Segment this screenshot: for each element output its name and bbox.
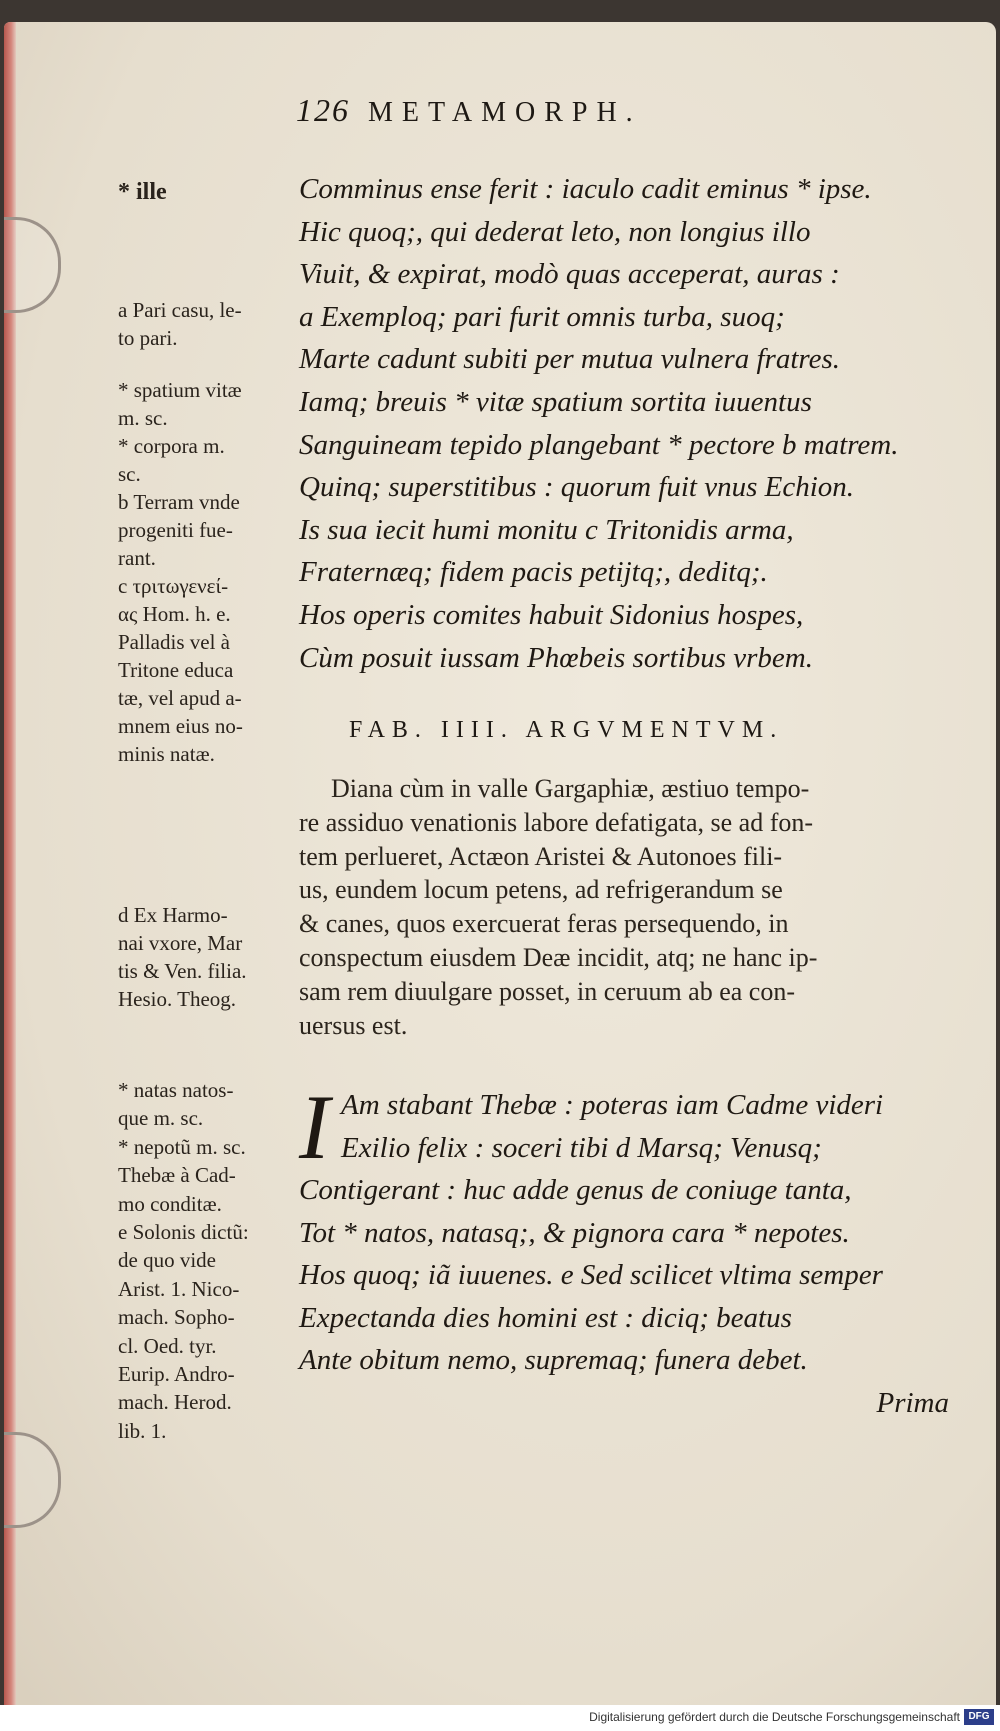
margin-note-line: sc. <box>118 462 141 486</box>
margin-note-line: tæ, vel apud a- <box>118 686 242 710</box>
margin-note-line: m. sc. <box>118 406 168 430</box>
verse-line: Sanguineam tepido plangebant * pectore b matrem. <box>299 428 899 461</box>
verse-line: Fraternæq; fidem pacis petijtq;, deditq;. <box>299 556 768 589</box>
verse-line: Hos quoq; iã iuuenes. e Sed scilicet vltima semper <box>299 1259 883 1291</box>
margin-note-line: ας Hom. h. e. <box>118 602 231 626</box>
argument-line: & canes, quos exercuerat feras persequendo, in <box>299 909 789 939</box>
margin-note-group <box>118 178 167 206</box>
margin-note-line: Arist. 1. Nico- <box>118 1276 240 1301</box>
verse-block-first <box>299 168 899 679</box>
verse-line: Marte cadunt subiti per mutua vulnera fratres. <box>299 343 841 376</box>
margin-note-line: e Solonis dictũ: <box>118 1219 249 1244</box>
margin-note-line: * corpora m. <box>118 434 225 458</box>
argument-paragraph <box>299 772 817 1042</box>
page-clip-top <box>4 217 61 313</box>
margin-note-line: progeniti fue- <box>118 518 233 542</box>
verse-line: Hos operis comites habuit Sidonius hospes, <box>299 598 804 631</box>
margin-note-line: nai vxore, Mar <box>118 931 243 955</box>
verse-line: Hic quoq;, qui dederat leto, non longius illo <box>299 215 811 248</box>
verse-block-second <box>299 1076 949 1424</box>
margin-note-line: mach. Sopho- <box>118 1305 235 1330</box>
argument-line: uersus est. <box>299 1010 408 1040</box>
argument-line: conspectum eiusdem Deæ incidit, atq; ne hanc ip- <box>299 942 818 972</box>
book-page <box>4 22 996 1705</box>
verse-line: Quinq; superstitibus : quorum fuit vnus Echion. <box>299 471 855 504</box>
margin-note-line: Eurip. Andro- <box>118 1361 235 1386</box>
verse-line: Am stabant Thebæ : poteras iam Cadme videri <box>341 1089 884 1121</box>
margin-note-line: * ille <box>118 179 167 205</box>
argument-line: Diana cùm in valle Gargaphiæ, æstiuo tempo- <box>331 774 810 803</box>
margin-note-line: tis & Ven. filia. <box>118 959 247 983</box>
verse-line: Ante obitum nemo, supremaq; funera debet. <box>299 1344 808 1376</box>
margin-note-line: Thebæ à Cad- <box>118 1163 236 1188</box>
margin-note-line: to pari. <box>118 326 178 350</box>
dfg-logo: DFG <box>964 1709 994 1725</box>
verse-line: Viuit, & expirat, modò quas acceperat, auras : <box>299 258 840 291</box>
drop-capital: I <box>299 1076 330 1178</box>
margin-note-group <box>118 296 242 352</box>
margin-note-line: b Terram vnde <box>118 490 240 514</box>
margin-note-line: lib. 1. <box>118 1418 167 1443</box>
verse-line: Exilio felix : soceri tibi d Marsq; Venusq; <box>341 1131 822 1164</box>
verse-line: Expectanda dies homini est : diciq; beatus <box>299 1301 792 1334</box>
margin-note-group <box>118 1076 249 1445</box>
verse-line: Tot * natos, natasq;, & pignora cara * nepotes. <box>299 1216 850 1249</box>
page-number: 126 <box>296 92 350 128</box>
margin-note-line: cl. Oed. tyr. <box>118 1333 217 1358</box>
running-header <box>296 92 642 129</box>
argument-line: us, eundem locum petens, ad refrigerandum se <box>299 875 783 905</box>
digitization-footer <box>0 1705 1000 1731</box>
margin-note-line: Hesio. Theog. <box>118 987 237 1011</box>
margin-note-group <box>118 376 243 768</box>
verse-line: a Exemploq; pari furit omnis turba, suoq; <box>299 300 785 333</box>
margin-note-line: Tritone educa <box>118 658 234 682</box>
margin-note-line: que m. sc. <box>118 1106 204 1131</box>
fable-heading: FAB. IIII. ARGVMENTVM. <box>349 717 784 743</box>
verse-line: Comminus ense ferit : iaculo cadit eminus * ipse. <box>299 173 872 205</box>
verse-line: Cùm posuit iussam Phœbeis sortibus vrbem. <box>299 641 813 674</box>
argument-line: re assiduo venationis labore defatigata, se ad fon- <box>299 807 814 837</box>
margin-note-line: mnem eius no- <box>118 714 243 738</box>
margin-note-line: Palladis vel à <box>118 630 230 654</box>
verse-line: Contigerant : huc adde genus de coniuge tanta, <box>299 1174 852 1206</box>
margin-note-line: * natas natos- <box>118 1078 234 1102</box>
verse-line: Is sua iecit humi monitu c Tritonidis arma, <box>299 513 794 546</box>
margin-note-line: a Pari casu, le- <box>118 298 242 322</box>
page-clip-bottom <box>4 1432 61 1528</box>
catchword: Prima <box>876 1386 949 1419</box>
margin-note-line: mo conditæ. <box>118 1191 222 1216</box>
argument-line: sam rem diuulgare posset, in ceruum ab ea con- <box>299 976 795 1006</box>
margin-note-line: minis natæ. <box>118 742 215 766</box>
argument-line: tem perlueret, Actæon Aristei & Autonoes fili- <box>299 841 783 871</box>
margin-note-line: rant. <box>118 546 156 570</box>
running-title: METAMORPH. <box>368 97 642 128</box>
footer-credit: Digitalisierung gefördert durch die Deutsche Forschungsgemeinschaft <box>589 1710 960 1724</box>
margin-note-group <box>118 901 247 1013</box>
verse-line: Iamq; breuis * vitæ spatium sortita iuuentus <box>299 385 812 418</box>
margin-note-line: * nepotũ m. sc. <box>118 1134 246 1159</box>
margin-note-line: c τριτωγενεί- <box>118 574 229 598</box>
margin-note-line: * spatium vitæ <box>118 378 242 402</box>
margin-note-line: de quo vide <box>118 1248 216 1273</box>
margin-note-line: mach. Herod. <box>118 1390 232 1415</box>
margin-note-line: d Ex Harmo- <box>118 903 228 927</box>
